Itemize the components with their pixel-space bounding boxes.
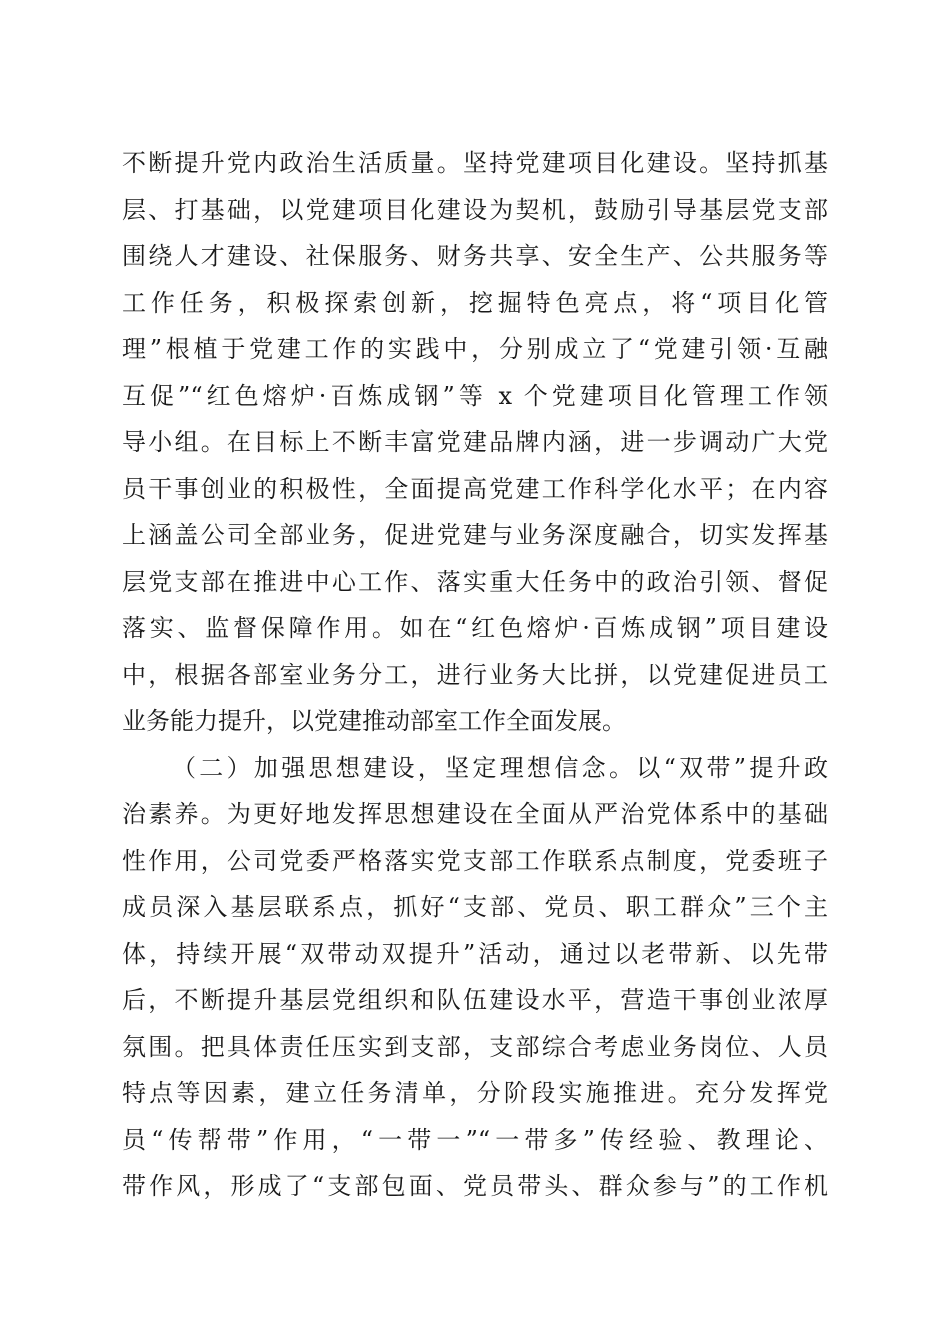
- text-line: 后，不断提升基层党组织和队伍建设水平，营造干事创业浓厚: [122, 986, 828, 1014]
- text-line: 体，持续开展“双带动双提升”活动，通过以老带新、以先带: [122, 939, 828, 968]
- text-line: 落实、监督保障作用。如在“红色熔炉·百炼成钢”项目建设: [122, 614, 828, 642]
- text-line: 理”根植于党建工作的实践中，分别成立了“党建引领·互融: [122, 335, 828, 363]
- text-line: 氛围。把具体责任压实到支部，支部综合考虑业务岗位、人员: [122, 1032, 828, 1061]
- text-line: 治素养。为更好地发挥思想建设在全面从严治党体系中的基础: [122, 800, 828, 828]
- section-heading-line: （二）加强思想建设，坚定理想信念。以“双带”提升政: [172, 753, 828, 782]
- text-line: 性作用，公司党委严格落实党支部工作联系点制度，党委班子: [122, 846, 828, 875]
- text-line: 特点等因素，建立任务清单，分阶段实施推进。充分发挥党: [122, 1079, 828, 1107]
- text-line: 中，根据各部室业务分工，进行业务大比拼，以党建促进员工: [122, 660, 828, 689]
- text-line: 上涵盖公司全部业务，促进党建与业务深度融合，切实发挥基: [122, 521, 828, 549]
- text-line: 工作任务，积极探索创新，挖掘特色亮点，将“项目化管: [122, 288, 828, 317]
- text-line: 成员深入基层联系点，抓好“支部、党员、职工群众”三个主: [122, 893, 828, 921]
- paragraph-last-line: 业务能力提升，以党建推动部室工作全面发展。: [122, 707, 626, 735]
- text-line: 层党支部在推进中心工作、落实重大任务中的政治引领、督促: [122, 567, 828, 596]
- text-line: 层、打基础，以党建项目化建设为契机，鼓励引导基层党支部: [122, 195, 828, 224]
- text-line: 带作风，形成了“支部包面、党员带头、群众参与”的工作机: [122, 1172, 828, 1200]
- text-line: 导小组。在目标上不断丰富党建品牌内涵，进一步调动广大党: [122, 428, 828, 456]
- text-line: 围绕人才建设、社保服务、财务共享、安全生产、公共服务等: [122, 242, 828, 270]
- text-line: 互促”“红色熔炉·百炼成钢”等 x 个党建项目化管理工作领: [122, 381, 828, 410]
- text-line: 员“传帮带”作用，“一带一”“一带多”传经验、教理论、: [122, 1125, 828, 1154]
- text-line: 员干事创业的积极性，全面提高党建工作科学化水平；在内容: [122, 474, 828, 503]
- text-line: 不断提升党内政治生活质量。坚持党建项目化建设。坚持抓基: [122, 149, 828, 177]
- body-text: [122, 140, 828, 1210]
